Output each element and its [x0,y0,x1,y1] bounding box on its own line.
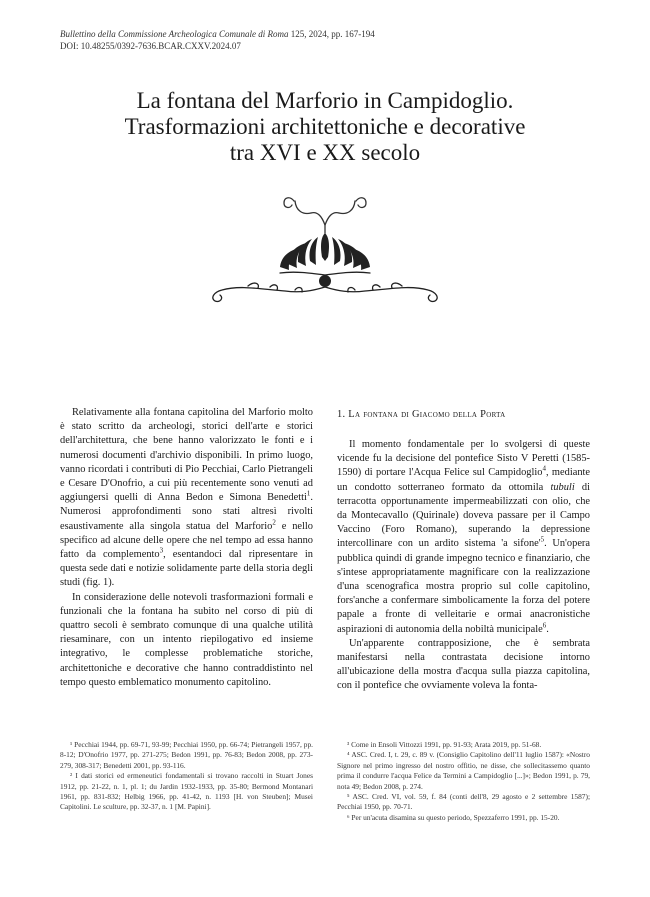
doi: DOI: 10.48255/0392-7636.BCAR.CXXV.2024.07 [60,41,241,51]
journal-name: Bullettino della Commissione Archeologica Comunale di Roma [60,29,289,39]
running-header [60,28,375,52]
article-title [60,88,590,166]
intro-paragraph-1: Relativamente alla fontana capitolina del Marforio molto è stato scritto da archeologi, storici dell'arte e storici dell'architettura, che bene hanno valorizzato le fonti e i numerosi documenti d'archivio disponibili. In primo luogo, vanno ricordati i contributi di Pio Pecchiai, Carlo Pietrangeli e Cesare D'Onofrio, a cui più recentemente sono venuti ad aggiungersi quelli di Anna Bedon e Simona Benedetti$^1$. Numerosi approfondimenti sono stati altresì rivolti esaustivamente alla singola statua del Marforio$^2$ e nello specifico ad alcune delle opere che nel tempo ad essa hanno fatto da complemento$^3$, esentandoci dal ripresentare in questa sede dati e notizie solidamente parte della storia degli studi (fig. 1). [60,407,313,589]
footnote-ref-3[interactable]: 3 [159,546,164,555]
footnote-ref-2[interactable]: 2 [272,518,276,527]
intro-paragraph-2: In considerazione delle notevoli trasformazioni formali e funzionali che la fontana ha subito nel corso di più di quattro secoli è sembrato comunque di una qualche utilità riesaminare, con un intento riepilogativo ed insieme integrativo, le complesse problematiche storiche, architettoniche e decorative che hanno contraddistinto nel tempo questo emblematico monumento capitolino. [60,591,313,688]
footnote-4: ⁴ ASC. Cred. I, t. 29, c. 89 v. (Consiglio Capitolino dell'11 luglio 1587): «Nostro Signore nel primo ingresso del nostro offitio, ne disse, che sollecitassemo quanto prima il condurre l'acqua Felice da Termini a Campidoglio [...]»; Bedon 1991, p. 79, nota 49; Bedon 2008, p. 274. [337,750,590,791]
footnote-ref-1[interactable]: 1 [306,489,311,498]
section-paragraph-2: Un'apparente contrapposizione, che è sembrata manifestarsi nella contrastata decisione intorno all'ubicazione della mostra d'acqua sulla piazza capitolina, con il pontefice che ovviamente voleva la fonta- [337,637,590,692]
title-line-1: La fontana del Marforio in Campidoglio. [136,88,514,113]
footnote-6: ⁶ Per un'acuta disamina su questo periodo, Spezzaferro 1991, pp. 15-20. [347,812,560,822]
section-paragraph-1: Il momento fondamentale per lo svolgersi di queste vicende fu la decisione del pontefice Sisto V Peretti (1585-1590) di portare l'Acqua Felice sul Campidoglio$^4$, mediante un condotto sotterraneo formato da ottomila tubuli di terracotta opportunamente impermeabilizzati con olio, che da Montecavallo (Quirinale) doveva passare per il Campo Vaccino (Foro Romano), superando la depressione intercollinare con un ardito sistema 'a $sifone'^5$. Un'opera pubblica quindi di grande impegno tecnico e finanziario, che s'intese appropriatamente magnificare con la realizzazione d'una scenografica mostra proprio sul colle capitolino, fors'anche a confermare simbolicamente la forza del potere papale a fronte di velleitarie e ormai anacronistiche aspirazioni di autonomia della nobiltà municipale$^6$. [337,439,591,635]
footnote-2: ² I dati storici ed ermeneutici fondamentali si trovano raccolti in Stuart Jones 1912, pp. 21-22, n. 1, pl. 1; du Jardin 1932-1933, pp. 35-80; Bermond Montanari 1961, pp. 831-832; Helbig 1966, pp. 41-42, n. 1193 [H. von Steuben]; Musei Capitolini. Le sculture, pp. 32-37, n. 1 [M. Papini]. [60,771,313,812]
section-1-column [337,406,590,694]
footnote-1: ¹ Pecchiai 1944, pp. 69-71, 93-99; Pecchiai 1950, pp. 66-74; Pietrangeli 1957, pp. 8-12; D'Onofrio 1977, pp. 271-275; Bedon 1991, pp. 76-83; Bedon 2008, pp. 273-279, 308-317; Benedetti 2001, pp. 93-116. [60,740,313,770]
footnotes-left [60,740,313,813]
intro-column [60,406,313,690]
section-heading: 1. La fontana di Giacomo della Porta [337,409,506,420]
footnote-ref-6[interactable]: 6 [542,621,547,630]
footnote-3: ³ Come in Ensoli Vittozzi 1991, pp. 91-93; Arata 2019, pp. 51-68. [347,740,542,749]
palmette-ornament-icon [200,195,450,310]
title-line-3: tra XVI e XX secolo [229,140,421,165]
footnote-ref-5[interactable]: 5 [540,535,545,544]
title-line-2: Trasformazioni architettoniche e decorative [124,114,526,139]
footnote-5: ⁵ ASC. Cred. VI, vol. 59, f. 84 (conti dell'8, 29 agosto e 2 settembre 1587); Pecchiai 1950, pp. 70-71. [337,792,590,812]
footnote-ref-4[interactable]: 4 [542,464,546,473]
volume-pages: 125, 2024, pp. 167-194 [290,29,375,39]
footnotes-right [337,740,590,823]
